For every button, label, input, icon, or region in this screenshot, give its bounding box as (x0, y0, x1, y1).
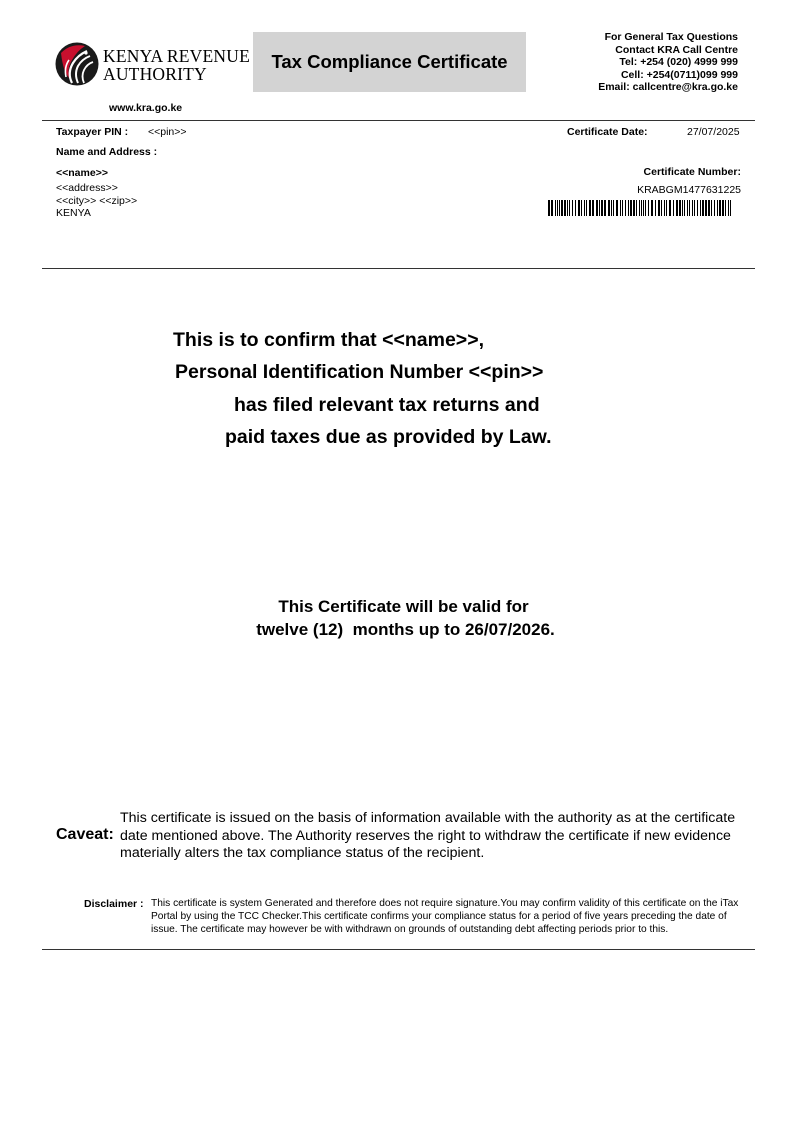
barcode-bar (581, 200, 582, 216)
caveat-label: Caveat: (56, 826, 114, 843)
contact-block (598, 31, 738, 94)
barcode-bar (620, 200, 621, 216)
barcode-bar (569, 200, 570, 216)
barcode-bar (578, 200, 580, 216)
details-divider (42, 268, 755, 269)
contact-line-cell: Cell: +254(0711)099 999 (620, 68, 738, 81)
lion-emblem-icon (55, 41, 99, 87)
disclaimer-label: Disclaimer : (84, 898, 144, 910)
barcode-bar (592, 200, 594, 216)
barcode-bar (673, 200, 674, 216)
barcode-bar (669, 200, 671, 216)
barcode-bar (651, 200, 653, 216)
barcode-bar (584, 200, 585, 216)
taxpayer-pin-label: Taxpayer PIN : (56, 126, 129, 138)
barcode-bar (555, 200, 556, 216)
disclaimer-text: This certificate is system Generated and therefore does not require signature.You may confirm validity of this certificate on the iTax Portal by using the TCC Checker.This certificate confirms your compliance status for a period of five years preceding the date of issue. The certificate may however be with withdrawn on grounds of outstanding debt affecting periods prior to this. (151, 898, 739, 935)
barcode-bar (682, 200, 683, 216)
validity-line-1 (0, 597, 793, 617)
barcode-bar (679, 200, 681, 216)
barcode-bar (601, 200, 603, 216)
taxpayer-name: <<name>> (56, 167, 108, 179)
logo-text-line2: AUTHORITY (103, 64, 207, 84)
barcode-bar (711, 200, 712, 216)
certificate-barcode (548, 200, 734, 216)
contact-line-call-centre: Contact KRA Call Centre (615, 43, 738, 56)
barcode-bar (645, 200, 646, 216)
taxpayer-city-zip: <<city>> <<zip>> (56, 195, 138, 207)
barcode-bar (676, 200, 678, 216)
barcode-bar (628, 200, 629, 216)
barcode-bar (611, 200, 612, 216)
barcode-bar (697, 200, 698, 216)
header-divider (42, 120, 755, 121)
caveat-text: This certificate is issued on the basis of information available with the authority as at the certificate date mentioned above. The Authority reserves the right to withdraw the certificate if new evidence materially alters the tax compliance status of the recipient. (120, 810, 736, 861)
confirmation-text-3: has filed relevant tax returns and (234, 394, 540, 416)
barcode-bar (604, 200, 606, 216)
barcode-bar (551, 200, 553, 216)
validity-text-1: This Certificate will be valid for (278, 597, 529, 616)
barcode-bar (728, 200, 729, 216)
taxpayer-country: KENYA (56, 207, 91, 219)
contact-line-tel: Tel: +254 (020) 4999 999 (619, 56, 738, 68)
barcode-bar (702, 200, 704, 216)
website-link[interactable]: www.kra.go.ke (109, 102, 183, 114)
taxpayer-address: <<address>> (56, 182, 118, 194)
barcode-bar (689, 200, 690, 216)
barcode-bar (694, 200, 695, 216)
certificate-number-label: Certificate Number: (643, 166, 741, 178)
contact-line-email: Email: callcentre@kra.go.ke (598, 81, 738, 93)
barcode-bar (599, 200, 600, 216)
certificate-number-value: KRABGM1477631225 (637, 184, 741, 196)
document-title (253, 32, 526, 92)
barcode-bar (561, 200, 563, 216)
barcode-bar (730, 200, 731, 216)
barcode-bar (714, 200, 715, 216)
barcode-bar (633, 200, 635, 216)
confirmation-text-1: This is to confirm that <<name>>, (173, 329, 485, 351)
barcode-bar (622, 200, 623, 216)
barcode-bar (664, 200, 665, 216)
barcode-bar (687, 200, 688, 216)
confirmation-text-4: paid taxes due as provided by Law. (225, 426, 552, 448)
barcode-bar (725, 200, 726, 216)
barcode-bar (559, 200, 560, 216)
certificate-date-label: Certificate Date: (567, 126, 648, 138)
barcode-bar (548, 200, 550, 216)
validity-text-2: twelve (12) months up to 26/07/2026. (256, 620, 555, 639)
barcode-bar (641, 200, 642, 216)
barcode-bar (636, 200, 637, 216)
barcode-bar (719, 200, 721, 216)
barcode-bar (630, 200, 632, 216)
barcode-bar (643, 200, 644, 216)
barcode-bar (692, 200, 693, 216)
certificate-date-value: 27/07/2025 (687, 126, 740, 138)
barcode-bar (567, 200, 568, 216)
contact-line-questions: For General Tax Questions (604, 31, 738, 43)
barcode-bar (575, 200, 576, 216)
barcode-bar (666, 200, 667, 216)
footer-divider (42, 949, 755, 950)
name-address-label: Name and Address : (56, 146, 158, 158)
document-title-text: Tax Compliance Certificate (271, 51, 508, 72)
kra-logo (55, 40, 250, 88)
barcode-bar (722, 200, 724, 216)
barcode-bar (608, 200, 610, 216)
barcode-bar (648, 200, 649, 216)
validity-line-2 (0, 620, 793, 640)
barcode-bar (708, 200, 710, 216)
barcode-bar (586, 200, 587, 216)
logo-text-line1: KENYA REVENUE (103, 46, 250, 66)
barcode-bar (564, 200, 566, 216)
barcode-bar (625, 200, 626, 216)
barcode-bar (596, 200, 598, 216)
barcode-bar (589, 200, 591, 216)
barcode-bar (717, 200, 718, 216)
barcode-bar (705, 200, 707, 216)
barcode-bar (572, 200, 573, 216)
barcode-bar (655, 200, 656, 216)
barcode-bar (661, 200, 662, 216)
barcode-bar (557, 200, 558, 216)
barcode-bar (658, 200, 660, 216)
barcode-bar (616, 200, 618, 216)
taxpayer-pin-value: <<pin>> (148, 126, 187, 138)
barcode-bar (700, 200, 701, 216)
confirmation-text-2: Personal Identification Number <<pin>> (175, 361, 544, 383)
barcode-bar (613, 200, 614, 216)
barcode-bar (684, 200, 685, 216)
barcode-bar (639, 200, 640, 216)
